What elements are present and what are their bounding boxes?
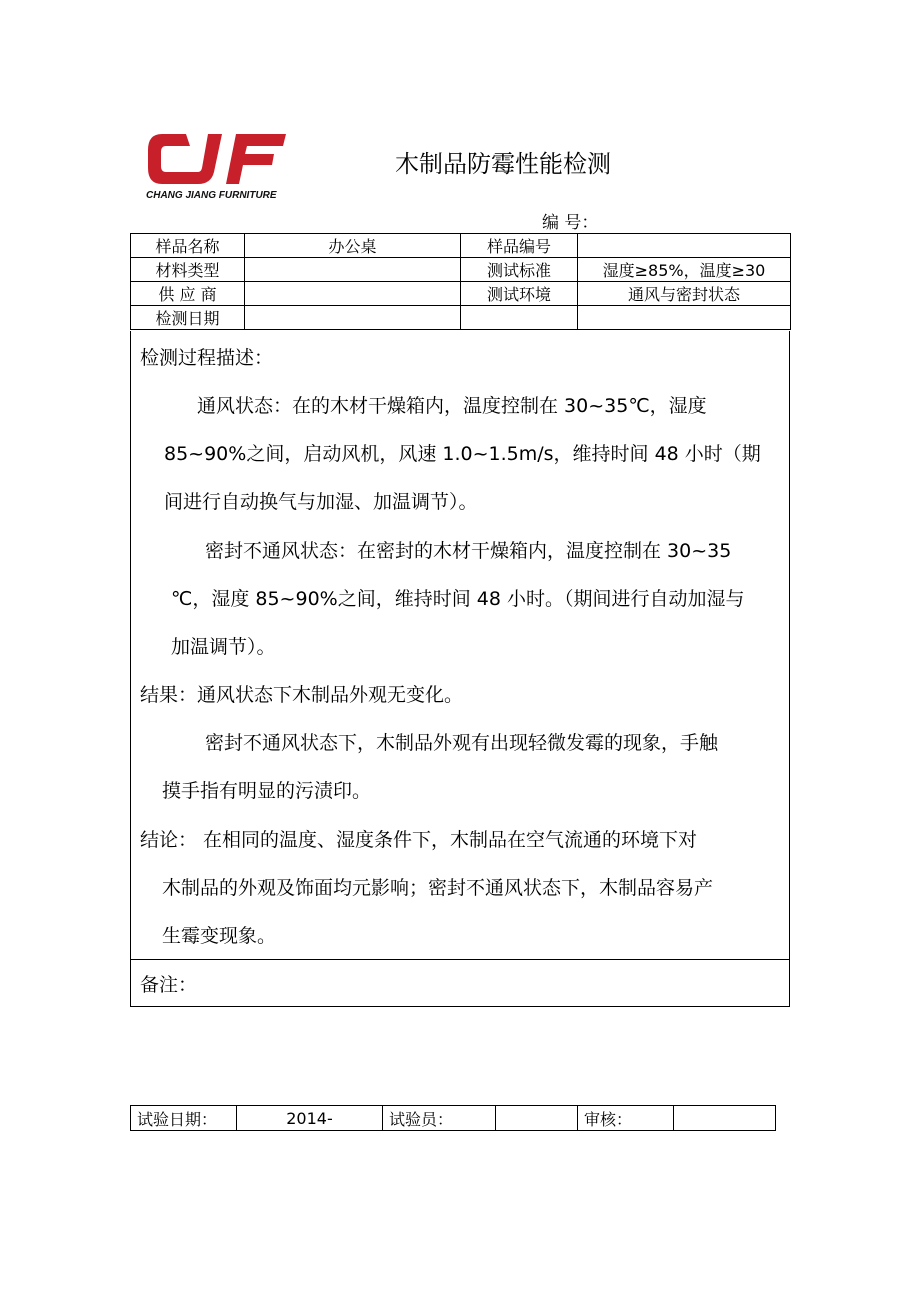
- ventilated-line-2: 85~90%之间，启动风机，风速 1.0~1.5m/s，维持时间 48 小时（期: [164, 443, 761, 465]
- sealed-line-1: 密封不通风状态：在密封的木材干燥箱内，温度控制在 30~35: [205, 540, 732, 562]
- remarks-label: 备注：: [140, 974, 198, 996]
- sealed-line-3: 加温调节）。: [171, 636, 276, 658]
- conclusion-line-1: 结论： 在相同的温度、湿度条件下，木制品在空气流通的环境下对: [140, 829, 698, 851]
- value-test-date: 2014-: [237, 1106, 383, 1131]
- label-test-standard: 测试标准: [461, 258, 578, 282]
- ventilated-line-1: 通风状态：在的木材干燥箱内，温度控制在 30~35℃，湿度: [197, 395, 707, 417]
- result-line-2: 密封不通风状态下，木制品外观有出现轻微发霉的现象，手触: [205, 732, 719, 754]
- cjf-logo-mark: [148, 134, 286, 184]
- label-reviewer: 审核：: [578, 1106, 674, 1131]
- table-row: [131, 282, 791, 306]
- empty-cell: [578, 306, 791, 330]
- label-test-date: 试验日期：: [131, 1106, 237, 1131]
- conclusion-line-3: 生霉变现象。: [162, 925, 277, 947]
- ventilated-line-3: 间进行自动换气与加湿、加温调节）。: [164, 491, 478, 513]
- value-tester: [496, 1106, 578, 1131]
- conclusion-line-2: 木制品的外观及饰面均元影响；密封不通风状态下，木制品容易产: [162, 877, 714, 899]
- label-test-environment: 测试环境: [461, 282, 578, 306]
- table-row: [131, 306, 791, 330]
- value-reviewer: [674, 1106, 776, 1131]
- value-test-date: [245, 306, 461, 330]
- result-line-3: 摸手指有明显的污渍印。: [162, 780, 372, 802]
- label-material-type: 材料类型: [131, 258, 245, 282]
- label-test-date: 检测日期: [131, 306, 245, 330]
- empty-cell: [461, 306, 578, 330]
- process-heading: 检测过程描述：: [140, 347, 274, 369]
- value-sample-number: [578, 234, 791, 258]
- divider: [131, 959, 789, 960]
- value-supplier: [245, 282, 461, 306]
- table-row: [131, 1106, 776, 1131]
- sample-info-table: [130, 233, 791, 330]
- table-row: [131, 234, 791, 258]
- page-title: 木制品防霉性能检测: [395, 150, 611, 178]
- label-supplier: 供 应 商: [131, 282, 245, 306]
- sealed-line-2: ℃，湿度 85~90%之间，维持时间 48 小时。（期间进行自动加湿与: [171, 588, 745, 610]
- value-sample-name: 办公桌: [245, 234, 461, 258]
- label-sample-name: 样品名称: [131, 234, 245, 258]
- label-sample-number: 样品编号: [461, 234, 578, 258]
- serial-number-label: 编 号：: [542, 213, 599, 233]
- logo-subtitle: CHANG JIANG FURNITURE: [146, 190, 277, 201]
- value-test-standard: 湿度≥85%，温度≥30: [578, 258, 791, 282]
- value-test-environment: 通风与密封状态: [578, 282, 791, 306]
- signature-table: [130, 1105, 776, 1131]
- description-panel: [130, 331, 790, 1007]
- table-row: [131, 258, 791, 282]
- result-line-1: 结果：通风状态下木制品外观无变化。: [140, 684, 464, 706]
- value-material-type: [245, 258, 461, 282]
- label-tester: 试验员：: [383, 1106, 496, 1131]
